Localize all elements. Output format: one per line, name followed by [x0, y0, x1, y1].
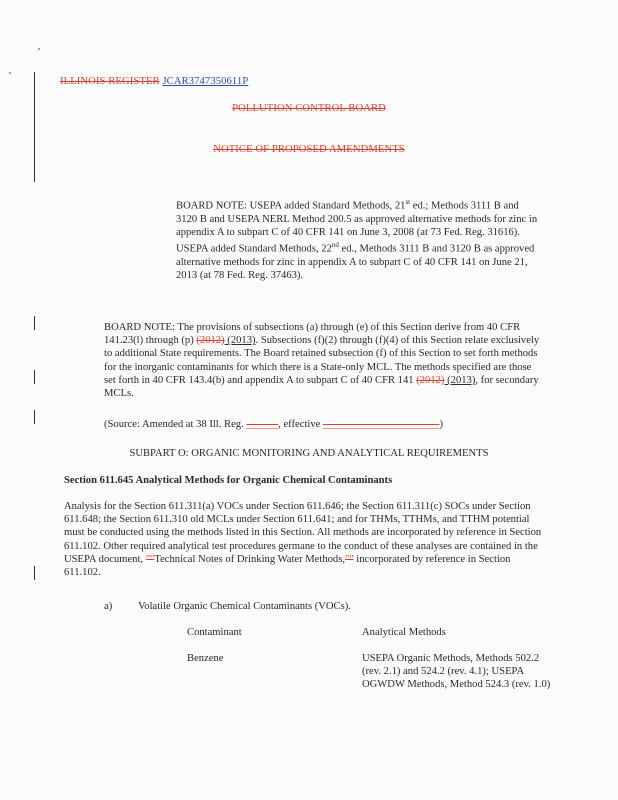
- table-cell-methods: USEPA Organic Methods, Methods 502.2 (rev. 2.1) and 524.2 (rev. 4.1); USEPA OGWDW Methods, Method 524.3 (rev. 1.0): [362, 653, 551, 691]
- subsection-a-label: a): [104, 601, 113, 612]
- source-note: [104, 418, 574, 431]
- note2-ins1: (2013): [224, 335, 256, 347]
- register-inserted: JCAR3747350611P: [162, 76, 249, 87]
- note1-sup2: nd: [331, 241, 339, 250]
- source-text-b: , effective: [278, 419, 323, 430]
- notice-header: [0, 144, 618, 155]
- revision-bar: [34, 316, 35, 330]
- source-blank-2: ______________________: [323, 419, 440, 430]
- note2-text-b: . Subsections (f)(2) through (f)(4) of this Section relate exclusively to additional State requirements. The Board retained subsection (f) of this Section to set forth methods for the inorganic contaminants for which there is a State-only MCL. The methods specified are those set forth in 40 CFR 143.4(b) and appendix A to subpart C of 40 CFR 141: [104, 335, 540, 386]
- note2-text-a: BOARD NOTE: The provisions of subsections (a) through (e) of this Section derive from 40 CFR 141.23(l) through (p): [104, 322, 521, 347]
- note1-sup1: st: [405, 198, 411, 206]
- source-text-c: ): [439, 419, 444, 430]
- body-quote-open: "": [145, 553, 155, 565]
- table-header-methods: Analytical Methods: [362, 627, 446, 638]
- source-text-a: (Source: Amended at 38 Ill. Reg.: [104, 419, 247, 430]
- subpart-heading: SUBPART O: ORGANIC MONITORING AND ANALYTICAL REQUIREMENTS: [129, 448, 489, 459]
- body-paragraph: [64, 500, 544, 579]
- note1-text-d: ed., Methods 3111 B and 3120 B as approved alternative methods for zinc in appendix A to subpart C of 40 CFR 141 on June 21, 2013 (at 78 Fed. Reg. 37463).: [176, 243, 535, 282]
- table-cell-contaminant: Benzene: [187, 653, 224, 664]
- register-struck: ILLINOIS REGISTER: [60, 76, 160, 87]
- note2-ins2: (2013): [444, 374, 476, 386]
- board-note-2: [104, 321, 544, 400]
- subsection-a-title: Volatile Organic Chemical Contaminants (VOCs).: [138, 601, 351, 612]
- revision-bar: [34, 370, 35, 384]
- register-header: [60, 76, 248, 87]
- source-blank-1: ______: [246, 419, 279, 430]
- note2-struck1: (2012): [196, 335, 225, 347]
- revision-bar: [34, 566, 35, 580]
- notice-struck: NOTICE OF PROPOSED AMENDMENTS: [213, 144, 405, 155]
- body-doc-title: Technical Notes of Drinking Water Methods,: [154, 553, 345, 565]
- note2-text-c: , for secondary MCLs.: [104, 374, 539, 400]
- body-text-b: incorporated by reference in Section 611.102.: [64, 553, 511, 579]
- board-header: [0, 103, 618, 114]
- board-note-1: [176, 196, 541, 282]
- revision-bar: [34, 410, 35, 424]
- scan-speck: [9, 72, 11, 74]
- note2-struck2: (2012): [416, 374, 445, 386]
- body-quote-close: "": [345, 553, 354, 565]
- section-heading: Section 611.645 Analytical Methods for Organic Chemical Contaminants: [64, 475, 393, 486]
- board-struck: POLLUTION CONTROL BOARD: [232, 103, 386, 114]
- scan-speck: [38, 48, 40, 50]
- note1-text-a: BOARD NOTE: USEPA added Standard Methods, 21: [176, 200, 406, 212]
- note1-text-b: ed.; Methods 3111 B and 3120 B and USEPA NERL Method 200.5 as approved alternative methods for zinc in appendix A to subpart C of 40 CFR 141 on June 3, 2008 (at 73 Fed. Reg. 31616).: [176, 200, 538, 238]
- note1-text-c: USEPA added Standard Methods, 22: [176, 243, 332, 255]
- table-header-contaminant: Contaminant: [187, 627, 242, 638]
- body-text-a: Analysis for the Section 611.311(a) VOCs under Section 611.646; the Section 611.311(c) SOCs under Section 611.648; the Section 611.310 old MCLs under Section 611.641; and for THMs, TTHMs, and TTHM potential must be conducted using the methods listed in this Section. All methods are incorporated by reference in Section 611.102. Other required analytical test procedures germane to the conduct of these analyses are contained in the USEPA document,: [64, 501, 542, 565]
- revision-bar: [34, 72, 35, 182]
